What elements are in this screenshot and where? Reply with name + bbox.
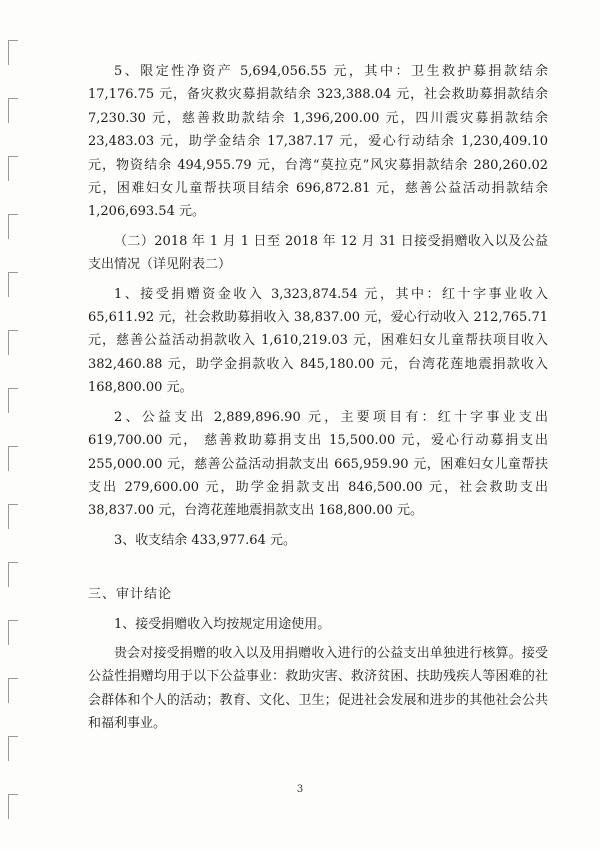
binding-mark xyxy=(8,446,18,471)
binding-mark xyxy=(8,40,18,65)
binding-mark xyxy=(8,98,18,123)
binding-mark xyxy=(8,156,18,181)
binding-mark xyxy=(8,678,18,703)
binding-mark xyxy=(8,736,18,761)
audit-conclusion-heading: 三、审计结论 xyxy=(88,587,173,603)
conclusion-item-1: 1、接受捐赠收入均按规定用途使用。 xyxy=(114,616,331,632)
binding-marks xyxy=(8,40,20,820)
binding-mark xyxy=(8,214,18,239)
binding-mark xyxy=(8,330,18,355)
binding-mark xyxy=(8,562,18,587)
donation-period-heading: （二）2018 年 1 月 1 日至 2018 年 12 月 31 日接受捐赠收入以及公益支出情况（详见附表二） xyxy=(88,233,548,273)
binding-mark xyxy=(8,504,18,529)
donation-income-paragraph: 1、接受捐赠资金收入 3,323,874.54 元，其中：红十字事业收入 65,611.92 元，社会救助募捐收入 38,837.00 元，爱心行动收入 212,765.71 元，慈善公益活动捐款收入 1,610,219.03 元，困难妇女儿童帮扶项目收入 382,460.88 元，助学金捐款收入 845,180.00 元，台湾花莲地震捐款收入 168,800.00 元。 xyxy=(88,286,548,396)
document-body xyxy=(88,60,548,736)
balance-paragraph: 3、收支结余 433,977.64 元。 xyxy=(114,532,296,548)
binding-mark xyxy=(8,272,18,297)
binding-mark xyxy=(8,388,18,413)
restricted-net-assets-paragraph: 5、限定性净资产 5,694,056.55 元，其中：卫生救护募捐款结余 17,176.75 元，备灾救灾募捐款结余 323,388.04 元，社会救助募捐款结余 7,230.30 元，慈善救助款结余 1,396,200.00 元，四川震灾募捐款结余 23,483.03 元，助学金结余 17,387.17 元，爱心行动结余 1,230,409.10 元，物资结余 494,955.79 元，台湾“莫拉克”风灾募捐款结余 280,260.02 元，困难妇女儿童帮扶项目结余 696,872.81 元，慈善公益活动捐款结余 1,206,693.54 元。 xyxy=(88,64,548,220)
page-number: 3 xyxy=(296,784,304,795)
charity-expense-paragraph: 2、公益支出 2,889,896.90 元，主要项目有：红十字事业支出 619,700.00 元， 慈善救助募捐支出 15,500.00 元，爱心行动募捐支出 255,000.00 元，慈善公益活动捐款支出 665,959.90 元，困难妇女儿童帮扶支出 279,600.00 元，助学金捐款支出 846,500.00 元，社会救助支出 38,837.00 元，台湾花莲地震捐款支出 168,800.00 元。 xyxy=(88,409,548,519)
binding-mark xyxy=(8,794,18,819)
conclusion-item-2: 贵会对接受捐赠的收入以及用捐赠收入进行的公益支出单独进行核算。接受公益性捐赠均用于以下公益事业：救助灾害、救济贫困、扶助残疾人等困难的社会群体和个人的活动；教育、文化、卫生；促进社会发展和进步的其他社会公共和福利事业。 xyxy=(88,645,548,732)
binding-mark xyxy=(8,620,18,645)
